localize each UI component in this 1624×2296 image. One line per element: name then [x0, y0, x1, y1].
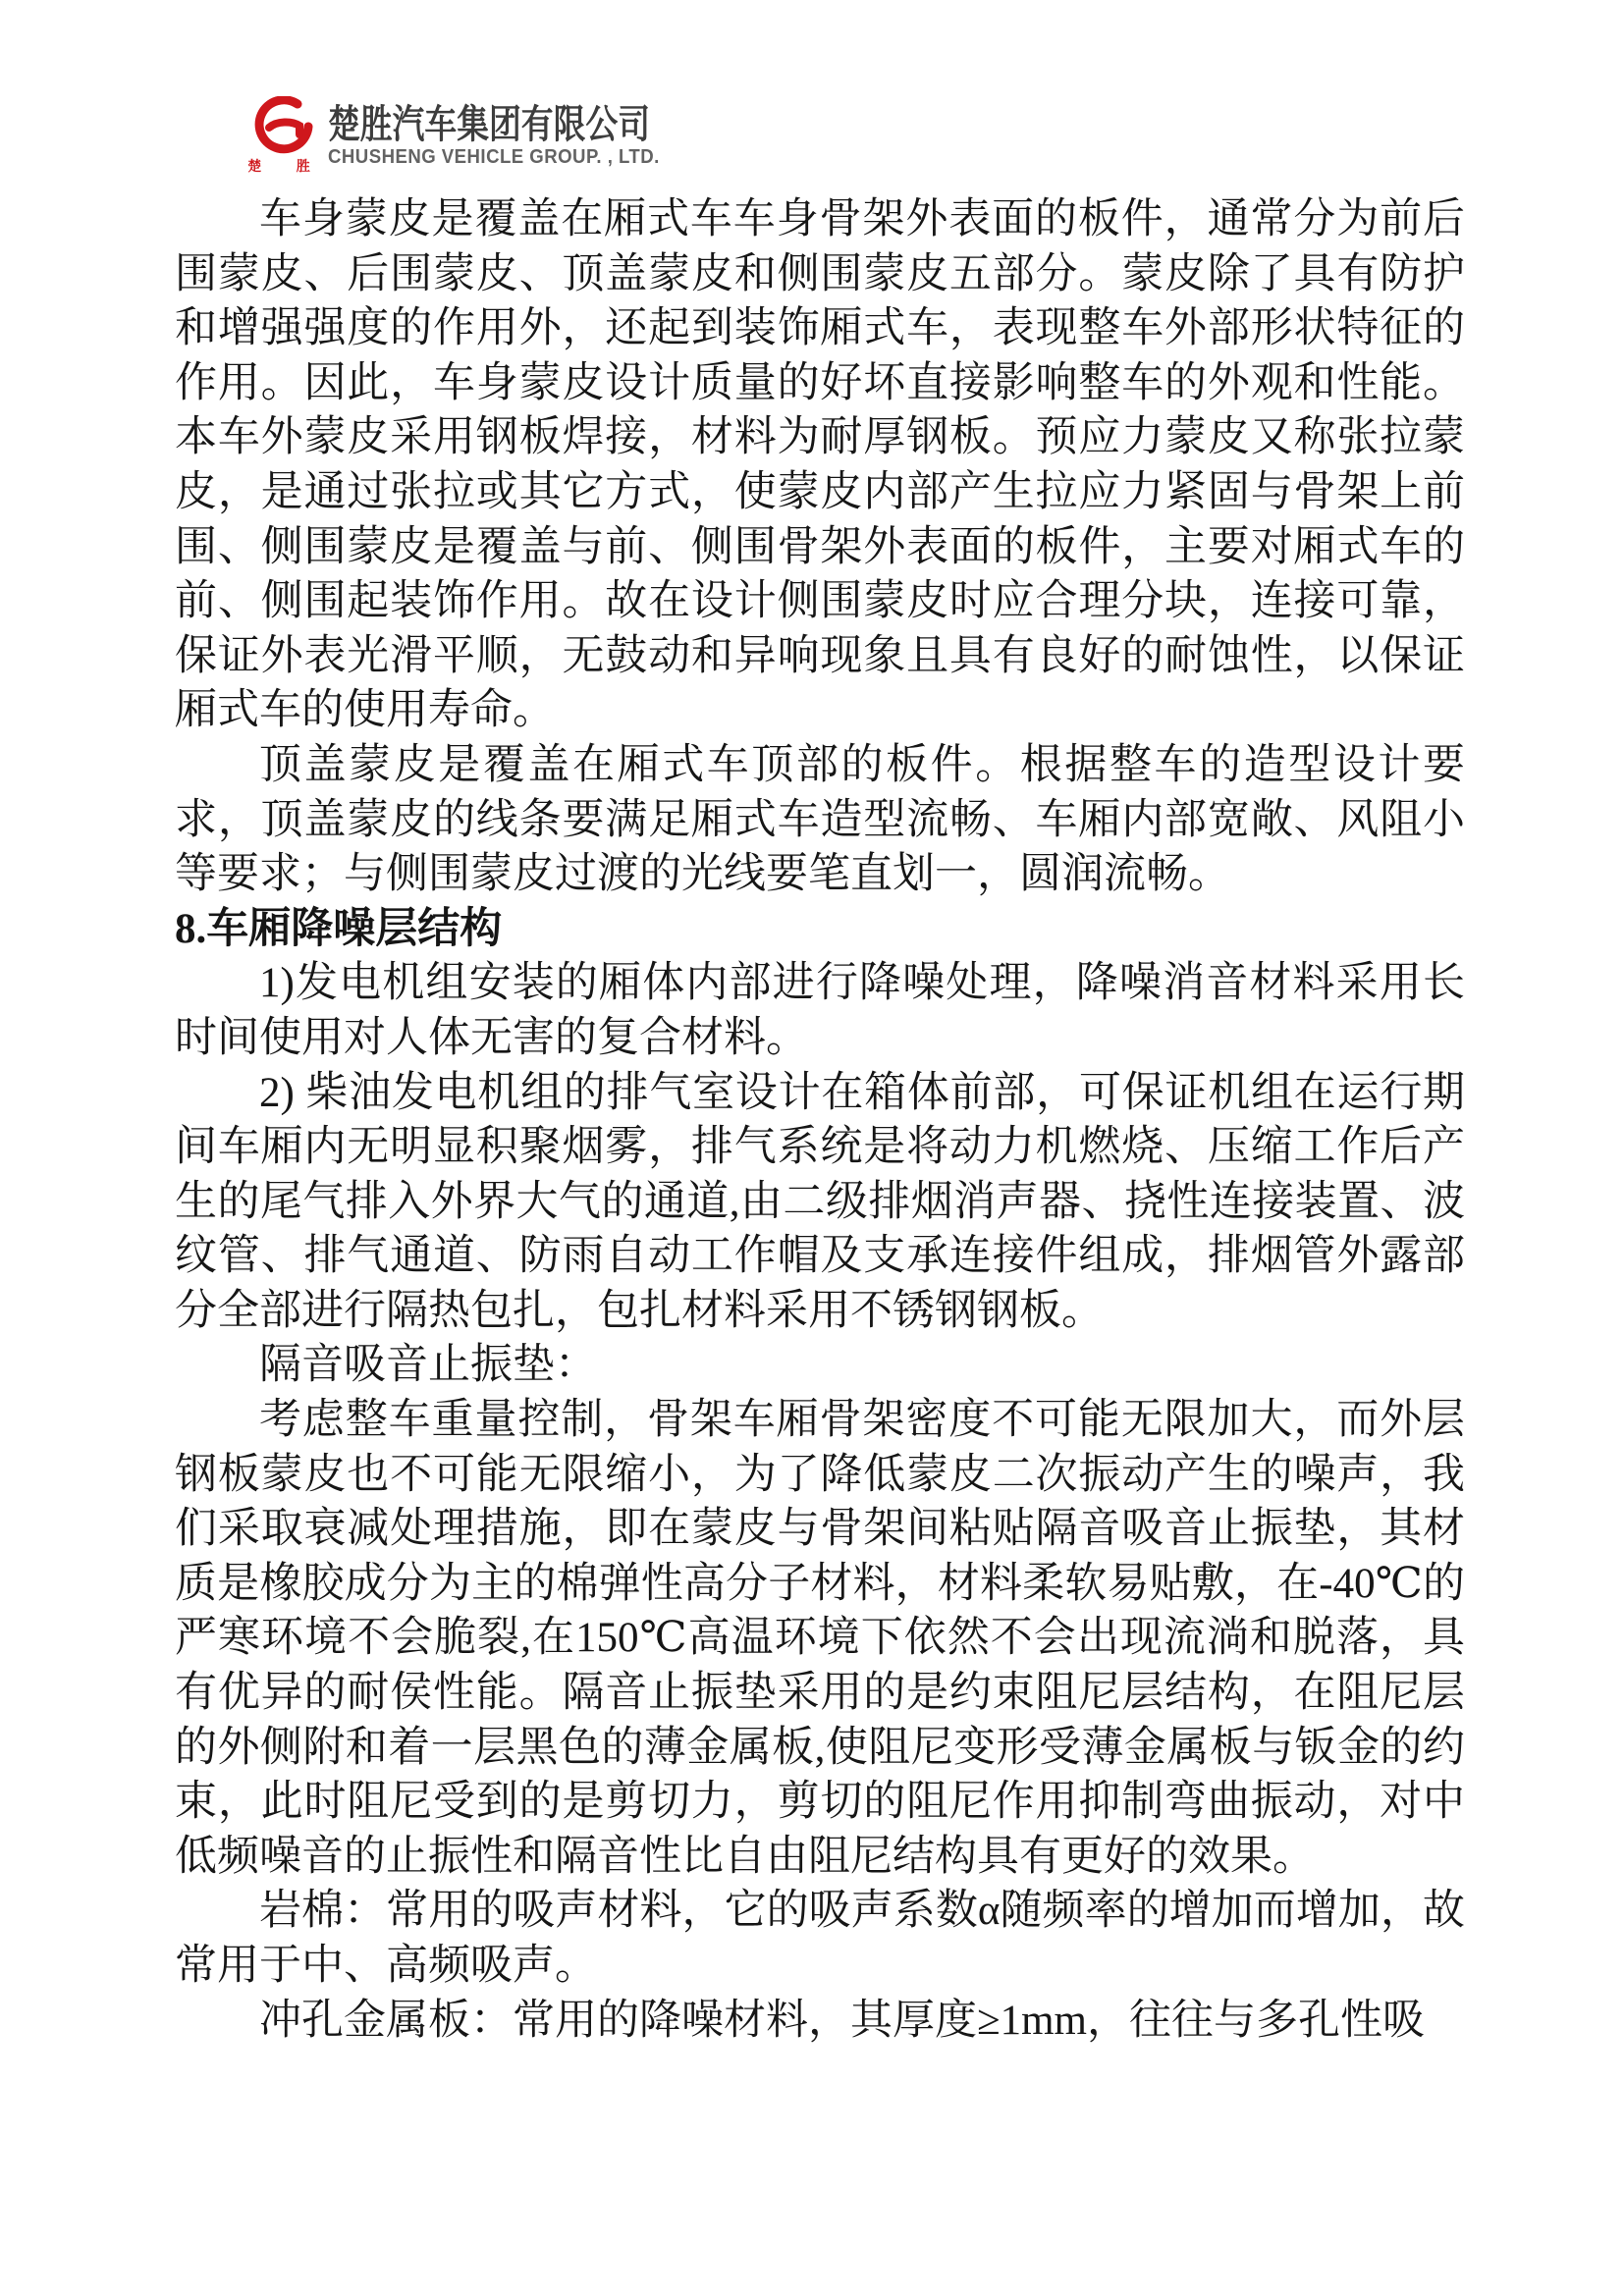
document-body [175, 192, 1465, 2048]
company-name-en: CHUSHENG VEHICLE GROUP. , LTD. [328, 146, 660, 168]
paragraph: 车身蒙皮是覆盖在厢式车车身骨架外表面的板件，通常分为前后围蒙皮、后围蒙皮、顶盖蒙皮和侧围蒙皮五部分。蒙皮除了具有防护和增强强度的作用外，还起到装饰厢式车，表现整车外部形状特征的作用。因此，车身蒙皮设计质量的好坏直接影响整车的外观和性能。本车外蒙皮采用钢板焊接，材料为耐厚钢板。预应力蒙皮又称张拉蒙皮，是通过张拉或其它方式，使蒙皮内部产生拉应力紧固与骨架上前围、侧围蒙皮是覆盖与前、侧围骨架外表面的板件，主要对厢式车的前、侧围起装饰作用。故在设计侧围蒙皮时应合理分块，连接可靠，保证外表光滑平顺，无鼓动和异响现象且具有良好的耐蚀性，以保证厢式车的使用寿命。 [175, 196, 1465, 734]
paragraph: 岩棉：常用的吸声材料，它的吸声系数α随频率的增加而增加，故常用于中、高频吸声。 [175, 1888, 1465, 1989]
paragraph: 冲孔金属板：常用的降噪材料，其厚度≥1mm，往往与多孔性吸 [259, 1997, 1425, 2044]
section-heading: 8.车厢降噪层结构 [175, 905, 503, 952]
paragraph: 隔音吸音止振垫： [259, 1342, 597, 1389]
company-emblem [247, 96, 326, 176]
company-letterhead [247, 96, 721, 176]
chusheng-swirl-emblem-icon [254, 96, 313, 155]
paragraph: 顶盖蒙皮是覆盖在厢式车顶部的板件。根据整车的造型设计要求，顶盖蒙皮的线条要满足厢式车造型流畅、车厢内部宽敞、风阻小等要求；与侧围蒙皮过渡的光线要笔直划一，圆润流畅。 [175, 741, 1465, 898]
paragraph: 2) 柴油发电机组的排气室设计在箱体前部，可保证机组在运行期间车厢内无明显积聚烟雾，排气系统是将动力机燃烧、压缩工作后产生的尾气排入外界大气的通道,由二级排烟消声器、挠性连接装置、波纹管、排气通道、防雨自动工作帽及支承连接件组成，排烟管外露部分全部进行隔热包扎，包扎材料采用不锈钢钢板。 [175, 1069, 1465, 1334]
emblem-seal-characters: 楚 胜 [247, 160, 326, 175]
paragraph: 1)发电机组安装的厢体内部进行降噪处理，降噪消音材料采用长时间使用对人体无害的复合材料。 [175, 960, 1465, 1061]
company-name-zh: 楚胜汽车集团有限公司 [328, 103, 650, 146]
company-name-block [328, 96, 721, 168]
paragraph: 考虑整车重量控制，骨架车厢骨架密度不可能无限加大，而外层钢板蒙皮也不可能无限缩小，为了降低蒙皮二次振动产生的噪声，我们采取衰减处理措施，即在蒙皮与骨架间粘贴隔音吸音止振垫，其材质是橡胶成分为主的棉弹性高分子材料，材料柔软易贴敷，在-40℃的严寒环境不会脆裂,在150℃高温环境下依然不会出现流淌和脱落，具有优异的耐侯性能。隔音止振垫采用的是约束阻尼层结构，在阻尼层的外侧附和着一层黑色的薄金属板,使阻尼变形受薄金属板与钣金的约束，此时阻尼受到的是剪切力，剪切的阻尼作用抑制弯曲振动，对中低频噪音的止振性和隔音性比自由阻尼结构具有更好的效果。 [175, 1397, 1465, 1880]
